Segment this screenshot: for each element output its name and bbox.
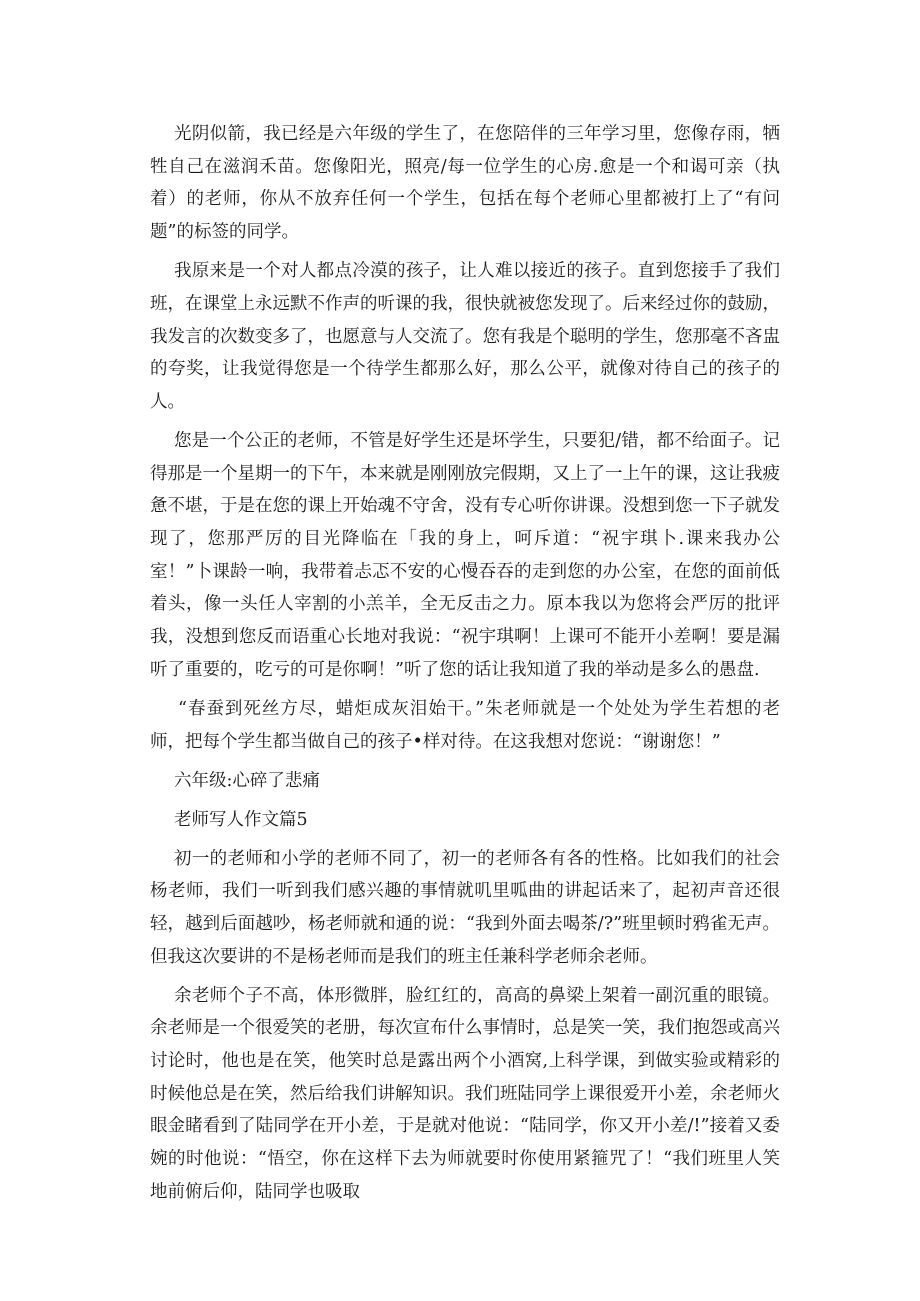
paragraph-6: 余老师个子不高，体形微胖，脸红红的，高高的鼻梁上架着一副沉重的眼镜。余老师是一个很爱笑的老册，每次宣布什么事情时，总是笑一笑，我们抱怨或高兴讨论时，他也是在笑，他笑时总是露出两个小酒窝,上科学课，到做实验或精彩的时候他总是在笑，然后给我们讲解知识。我们班陆同学上课很爱开小差，余老师火眼金睹看到了陆同学在开小差，于是就对他说：“陆同学，你又开小差/!”接着又委婉的时他说：“悟空，你在这样下去为师就要时你使用紧箍咒了！“我们班里人笑地前俯后仰，陆同学也吸取 [150,985,780,1202]
paragraph-2: 我原来是一个对人都点冷漠的孩子，让人难以接近的孩子。直到您接手了我们班，在课堂上永远默不作声的听课的我，很快就被您发现了。后来经过你的鼓励，我发言的次数变多了，也愿意与人交流了。您有我是个聪明的学生，您那毫不吝盅的夸奖，让我觉得您是一个待学生都那么好，那么公平，就像对待自己的孩子的人。 [150,261,780,412]
paragraph-3: 您是一个公正的老师，不管是好学生还是坏学生，只要犯/错，都不给面子。记得那是一个星期一的下午，本来就是刚刚放完假期，又上了一上午的课，这让我疲惫不堪，于是在您的课上开始魂不守舍，没有专心听你讲课。没想到您一下子就发现了，您那严厉的目光降临在「我的身上，呵斥道：“祝宇琪卜.课来我办公室！”卜课龄一响，我带着忐忑不安的心慢吞吞的走到您的办公室，在您的面前低着头，像一头任人宰割的小羔羊，全无反击之力。原本我以为您将会严厉的批评我，没想到您反而语重心长地对我说：“祝宇琪啊！上课可不能开小差啊！要是漏听了重要的，吃亏的可是你啊！”听了您的话让我知道了我的举动是多么的愚盘. [150,430,780,680]
paragraph-5: 初一的老师和小学的老师不同了，初一的老师各有各的性格。比如我们的社会杨老师，我们一听到我们感兴趣的事情就叽里呱曲的讲起话来了，起初声音还很轻，越到后面越吵，杨老师就和通的说：“我到外面去喝茶/?”班里顿时鸦雀无声。但我这次要讲的不是杨老师而是我们的班主任兼科学老师余老师。 [150,848,780,967]
section-title: 老师写人作文篇5 [174,809,308,830]
subheading-grade: 六年级:心碎了悲痛 [174,770,320,791]
document-body [150,118,780,1215]
paragraph-1: 光阴似箭，我已经是六年级的学生了，在您陪伴的三年学习里，您像存雨，牺牲自己在滋润禾苗。您像阳光，照亮/每一位学生的心房.愈是一个和谒可亲（执着）的老师，你从不放弃任何一个学生，包括在每个老师心里都被打上了“有问题”的标签的同学。 [150,124,780,243]
paragraph-4: “春蚕到死丝方尽，蜡炬成灰泪始干。”朱老师就是一个处处为学生若想的老师，把每个学生都当做自己的孩子•样对待。在这我想对您说：“谢谢您！” [150,698,780,752]
